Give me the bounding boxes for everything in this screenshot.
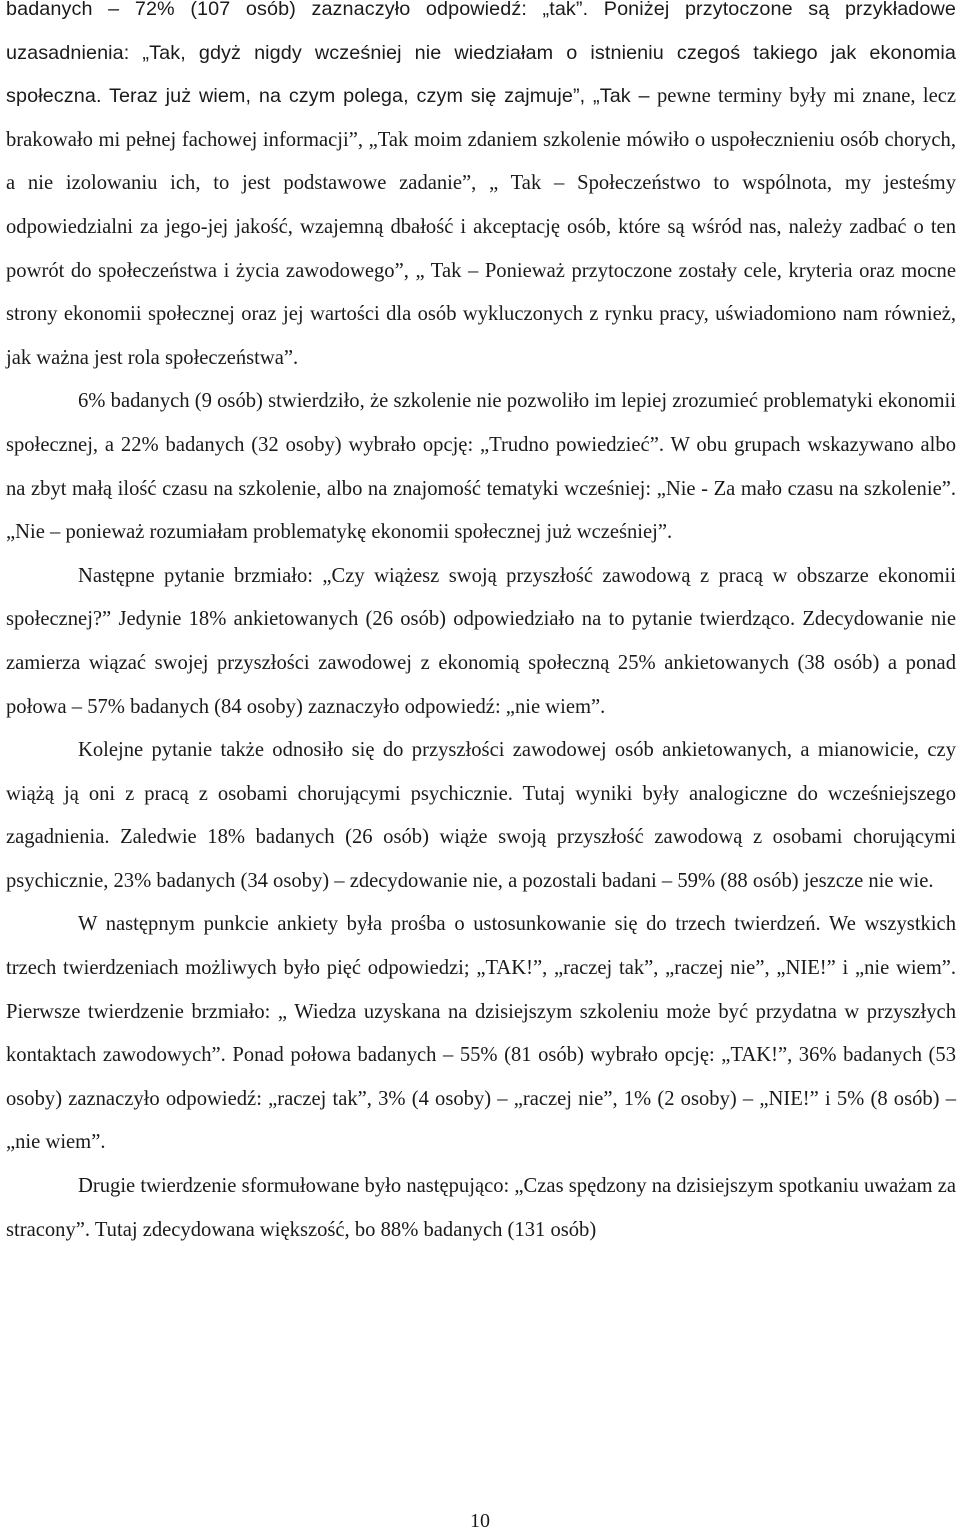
paragraph-three-statements: W następnym punkcie ankiety była prośba o ustosunkowanie się do trzech twierdzeń. We wszystkich trzech twierdzeniach możliwych było pięć odpowiedzi; „TAK!”, „raczej tak”, „raczej nie”, „NIE!” i „nie wiem”. Pierwsze twierdzenie brzmiało: „ Wiedza uzyskana na dzisiejszym szkoleniu może być przydatna w przyszłych kontaktach zawodowych”. Ponad połowa badanych – 55% (81 osób) wybrało opcję: „TAK!”, 36% badanych (53 osoby) zaznaczyło odpowiedź: „raczej tak”, 3% (4 osoby) – „raczej nie”, 1% (2 osoby) – „NIE!” i 5% (8 osób) – „nie wiem”. xyxy=(6,913,956,1154)
page-number: 10 xyxy=(470,1510,490,1532)
paragraph-serif-segment: pewne terminy były mi znane, lecz brakowało mi pełnej fachowej informacji”, „Tak moim zdaniem szkolenie mówiło o uspołecznieniu osób chorych, a nie izolowaniu ich, to jest podstawowe zadanie”, „ Tak – Społeczeństwo to wspólnota, my jesteśmy odpowiedzialni za jego-jej jakość, wzajemną dbałość i akceptację osób, które są wśród nas, należy zadbać o ten powrót do społeczeństwa i życia zawodowego”, „ Tak – Ponieważ przytoczone zostały cele, kryteria oraz mocne strony ekonomii społecznej oraz jej wartości dla osób wykluczonych z rynku pracy, uświadomiono nam również, jak ważna jest rola społeczeństwa”. xyxy=(6,85,956,369)
paragraph-tak-justifications xyxy=(6,0,956,380)
paragraph-second-statement: Drugie twierdzenie sformułowane było następująco: „Czas spędzony na dzisiejszym spotkaniu uważam za stracony”. Tutaj zdecydowana większość, bo 88% badanych (131 osób) xyxy=(6,1175,956,1241)
paragraph-career-question: Następne pytanie brzmiało: „Czy wiążesz swoją przyszłość zawodową z pracą w obszarze ekonomii społecznej?” Jedynie 18% ankietowanych (26 osób) odpowiedziało na to pytanie twierdząco. Zdecydowanie nie zamierza wiązać swojej przyszłości zawodowej z ekonomią społeczną 25% ankietowanych (38 osób) a ponad połowa – 57% badanych (84 osoby) zaznaczyło odpowiedź: „nie wiem”. xyxy=(6,564,956,718)
paragraph-sans-segment: badanych – 72% (107 osób) zaznaczyło odpowiedź: „tak”. Poniżej przytoczone są przykładowe uzasadnienia: „Tak, gdyż nigdy wcześniej nie wiedziałam o istnieniu czegoś takiego jak ekonomia społeczna. Teraz już wiem, na czym polega, czym się zajmuje”, „Tak – xyxy=(6,0,956,108)
document-body xyxy=(6,0,956,1252)
paragraph-mental-illness-question: Kolejne pytanie także odnosiło się do przyszłości zawodowej osób ankietowanych, a mianowicie, czy wiążą ją oni z pracą z osobami chorującymi psychicznie. Tutaj wyniki były analogiczne do wcześniejszego zagadnienia. Zaledwie 18% badanych (26 osób) wiąże swoją przyszłość zawodową z osobami chorującymi psychicznie, 23% badanych (34 osoby) – zdecydowanie nie, a pozostali badani – 59% (88 osób) jeszcze nie wie. xyxy=(6,739,956,892)
paragraph-negative-answers: 6% badanych (9 osób) stwierdziło, że szkolenie nie pozwoliło im lepiej zrozumieć problematyki ekonomii społecznej, a 22% badanych (32 osoby) wybrało opcję: „Trudno powiedzieć”. W obu grupach wskazywano albo na zbyt małą ilość czasu na szkolenie, albo na znajomość tematyki wcześniej: „Nie - Za mało czasu na szkolenie”. „Nie – ponieważ rozumiałam problematykę ekonomii społecznej już wcześniej”. xyxy=(6,390,956,544)
